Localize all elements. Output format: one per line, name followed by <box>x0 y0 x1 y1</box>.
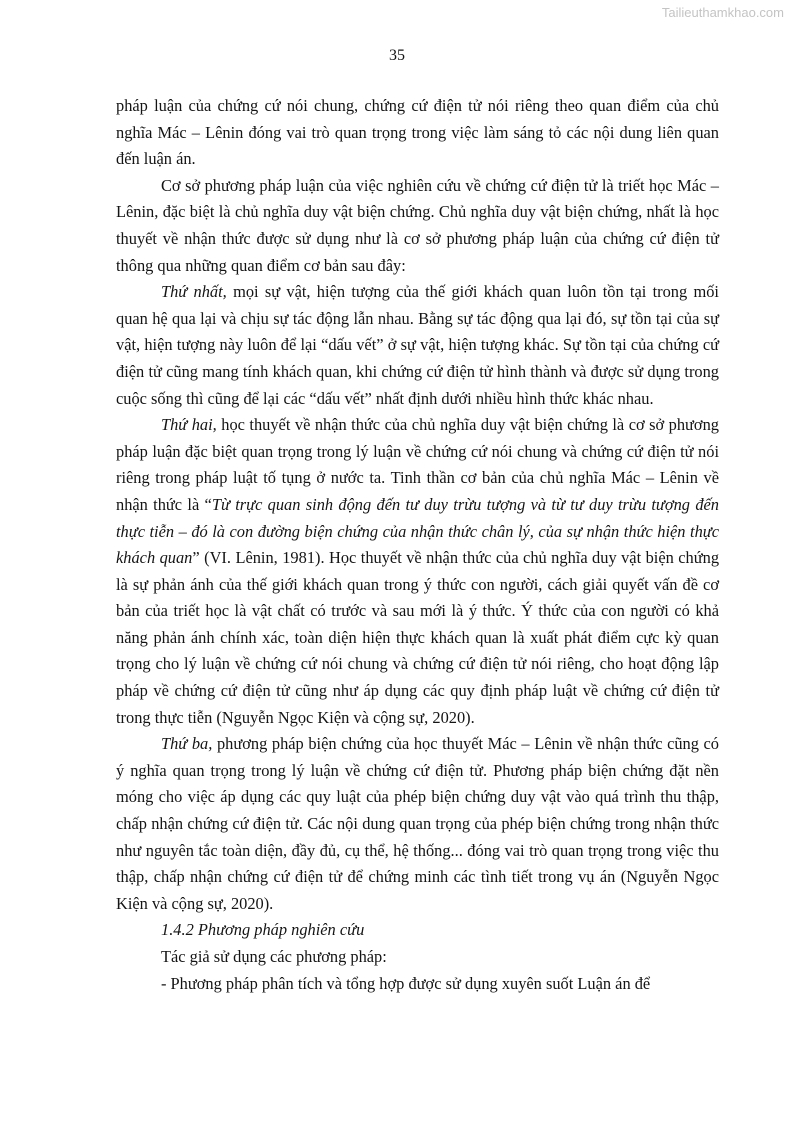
paragraph-3-text: mọi sự vật, hiện tượng của thế giới khách quan luôn tồn tại trong mối quan hệ qua lại và chịu sự tác động lẫn nhau. Bằng sự tác động qua lại đó, sự tồn tại của sự vật, hiện tượng này luôn để lại “dấu vết” ở sự vật, hiện tượng khác. Sự tồn tại của chứng cứ điện tử cũng mang tính khách quan, khi chứng cứ điện tử hình thành và được sử dụng trong cuộc sống thì cũng để lại các “dấu vết” nhất định dưới nhiều hình thức khác nhau. <box>116 282 719 408</box>
paragraph-1: pháp luận của chứng cứ nói chung, chứng cứ điện tử nói riêng theo quan điểm của chủ nghĩa Mác – Lênin đóng vai trò quan trọng trong việc làm sáng tỏ các nội dung liên quan đến luận án. <box>116 96 719 169</box>
paragraph-4-quote: Từ trực quan sinh động đến tư duy trừu tượng và từ tư duy trừu tượng đến thực tiễn – đó là con đường biện chứng của nhận thức chân lý, của sự nhận thức hiện thực khách quan <box>116 494 719 568</box>
document-body <box>116 93 719 997</box>
page-number: 35 <box>389 47 405 64</box>
list-item: - Phương pháp phân tích và tổng hợp được sử dụng xuyên suốt Luận án để <box>161 973 651 993</box>
paragraph-5-lead: Thứ ba, <box>161 734 213 754</box>
paragraph-5-text: phương pháp biện chứng của học thuyết Mác – Lênin về nhận thức cũng có ý nghĩa quan trọng trong lý luận về chứng cứ điện tử. Phương pháp biện chứng đặt nền móng cho việc áp dụng các quy luật của phép biện chứng duy vật vào quá trình thu thập, chấp nhận chứng cứ điện tử. Các nội dung quan trọng của phép biện chứng trong nhận thức như nguyên tắc toàn diện, đầy đủ, cụ thể, hệ thống... đóng vai trò quan trọng trong việc thu thập, chấp nhận chứng cứ điện tử để chứng minh các tình tiết trong vụ án (Nguyễn Ngọc Kiện và cộng sự, 2020). <box>116 734 719 913</box>
paragraph-3 <box>116 279 719 412</box>
paragraph-5 <box>116 731 719 917</box>
section-heading: 1.4.2 Phương pháp nghiên cứu <box>161 920 365 940</box>
paragraph-2: Cơ sở phương pháp luận của việc nghiên cứu về chứng cứ điện tử là triết học Mác – Lênin, đặc biệt là chủ nghĩa duy vật biện chứng. Chủ nghĩa duy vật biện chứng, nhất là học thuyết về nhận thức được sử dụng như là cơ sở phương pháp luận của chứng cứ điện tử thông qua những quan điểm cơ bản sau đây: <box>116 175 719 275</box>
paragraph-4 <box>116 412 719 731</box>
paragraph-4-text-1: học thuyết về nhận thức của chủ nghĩa duy vật biện chứng là cơ sở phương pháp luận đặc biệt quan trọng trong lý luận về chứng cứ nói chung và chứng cứ điện tử nói riêng trong pháp luật tố tụng ở nước ta. Tinh thần cơ bản của chủ nghĩa Mác – Lênin về nhận thức là “ <box>116 415 719 514</box>
watermark: Tailieuthamkhao.com <box>661 5 784 20</box>
paragraph-4-lead: Thứ hai, <box>161 415 217 435</box>
paragraph-3-lead: Thứ nhất, <box>161 282 227 302</box>
paragraph-6: Tác giả sử dụng các phương pháp: <box>161 947 387 966</box>
paragraph-4-text-2: ” (VI. Lênin, 1981). Học thuyết về nhận thức của chủ nghĩa duy vật biện chứng là sự phản ánh của thế giới khách quan trong ý thức con người, cách giải quyết vấn đề cơ bản của triết học là vật chất có trước và sau mới là ý thức. Ý thức của con người có khả năng phản ánh chính xác, toàn diện hiện thực khách quan là xuất phát điểm cực kỳ quan trọng cho lý luận về chứng cứ nói chung và chứng cứ điện tử nói riêng, cho hoạt động lập pháp về chứng cứ điện tử cũng như áp dụng các quy định pháp luật về chứng cứ điện tử trong thực tiễn (Nguyễn Ngọc Kiện và cộng sự, 2020). <box>116 548 720 727</box>
